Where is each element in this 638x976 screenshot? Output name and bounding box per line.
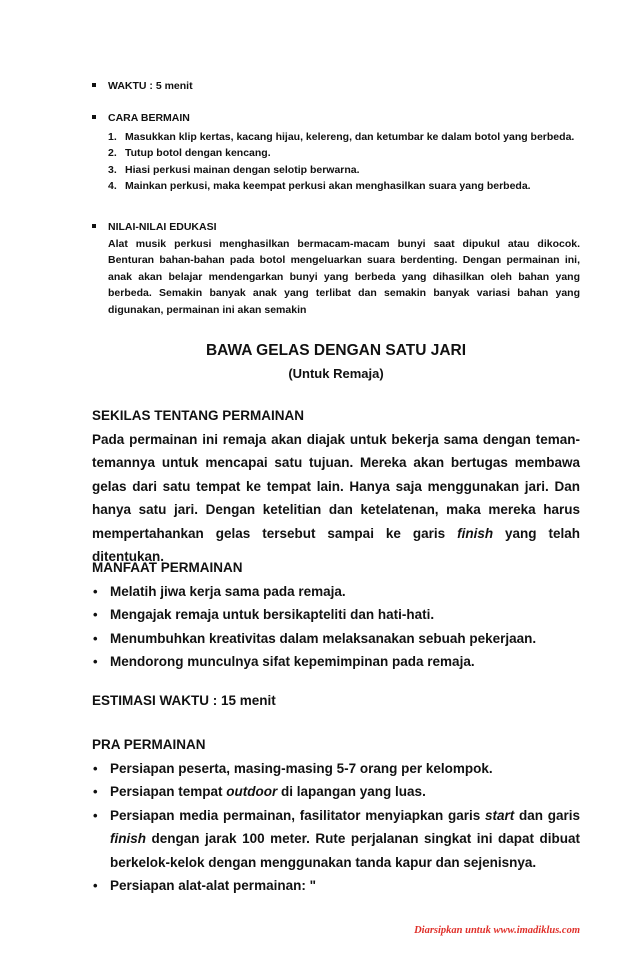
list-item: • Persiapan alat-alat permainan: " bbox=[92, 874, 580, 898]
page-subtitle: (Untuk Remaja) bbox=[288, 366, 384, 381]
estimasi-waktu: ESTIMASI WAKTU : 15 menit bbox=[92, 693, 276, 708]
list-item: 2. Tutup botol dengan kencang. bbox=[108, 147, 271, 159]
nilai-edukasi-text: Alat musik perkusi menghasilkan bermacam-macam bunyi saat dipukul atau dikocok. Benturan bahan-bahan pada botol mengeluarkan suara berdenting. Dengan permainan ini, anak akan belajar mendengarkan bunyi yang berbeda yang dihasilkan oleh bahan yang berbeda. Semakin banyak anak yang terlibat dan semakin banyak variasi bahan yang digunakan, permainan ini akan semakin bbox=[108, 237, 580, 316]
pra-permainan-section bbox=[92, 733, 580, 898]
cara-bermain-heading: CARA BERMAIN bbox=[108, 112, 190, 124]
footer-archive-link[interactable]: Diarsipkan untuk www.imadiklus.com bbox=[414, 925, 580, 936]
sekilas-section bbox=[92, 404, 580, 569]
bullet-icon: • bbox=[93, 654, 98, 669]
manfaat-heading: MANFAAT PERMAINAN bbox=[92, 560, 243, 575]
list-item: • Persiapan tempat outdoor di lapangan yang luas. bbox=[92, 780, 580, 804]
nilai-edukasi-section bbox=[92, 219, 580, 318]
bullet-icon: • bbox=[93, 807, 98, 823]
square-bullet-icon bbox=[92, 224, 96, 228]
sekilas-text: Pada permainan ini remaja akan diajak untuk bekerja sama dengan teman-temannya untuk mencapai satu tujuan. Mereka akan bertugas membawa gelas dari satu tempat ke tempat lain. Hanya saja menggunakan jari. Dan hanya satu jari. Dengan ketelitian dan ketelatenan, maka mereka harus mempertahankan gelas tersebut sampai ke garis finish yang telah ditentukan. bbox=[92, 431, 580, 564]
waktu-text: WAKTU : 5 menit bbox=[108, 80, 193, 92]
page-title: BAWA GELAS DENGAN SATU JARI bbox=[205, 342, 467, 359]
list-item: • Mengajak remaja untuk bersikapteliti dan hati-hati. bbox=[92, 603, 580, 627]
bullet-icon: • bbox=[93, 607, 98, 622]
manfaat-section bbox=[92, 556, 580, 674]
list-item: • Melatih jiwa kerja sama pada remaja. bbox=[92, 580, 580, 604]
pra-permainan-heading: PRA PERMAINAN bbox=[92, 737, 206, 752]
list-item: • Mendorong munculnya sifat kepemimpinan pada remaja. bbox=[92, 650, 580, 674]
nilai-edukasi-heading: NILAI-NILAI EDUKASI bbox=[108, 221, 217, 233]
pra-permainan-list bbox=[92, 757, 580, 898]
bullet-icon: • bbox=[93, 583, 98, 599]
list-item: • Persiapan peserta, masing-masing 5-7 orang per kelompok. bbox=[92, 757, 580, 781]
cara-bermain-steps bbox=[108, 129, 580, 195]
list-item: • Menumbuhkan kreativitas dalam melaksanakan sebuah pekerjaan. bbox=[92, 627, 580, 651]
bullet-icon: • bbox=[93, 784, 98, 799]
bullet-icon: • bbox=[93, 878, 98, 893]
manfaat-list bbox=[92, 580, 580, 674]
bullet-icon: • bbox=[93, 760, 98, 776]
list-item: 1. Masukkan klip kertas, kacang hijau, kelereng, dan ketumbar ke dalam botol yang berbeda. bbox=[108, 130, 575, 143]
sekilas-heading: SEKILAS TENTANG PERMAINAN bbox=[92, 408, 305, 423]
list-item: 3. Hiasi perkusi mainan dengan selotip berwarna. bbox=[108, 163, 360, 176]
cara-bermain-section bbox=[92, 110, 580, 195]
list-item: • Persiapan media permainan, fasilitator menyiapkan garis start dan garis finish dengan jarak 100 meter. Rute perjalanan singkat ini dapat dibuat berkelok-kelok dengan menggunakan tanda kapur dan sejenisnya. bbox=[92, 804, 580, 875]
list-item: 4. Mainkan perkusi, maka keempat perkusi akan menghasilkan suara yang berbeda. bbox=[108, 180, 531, 192]
bullet-icon: • bbox=[93, 630, 98, 646]
square-bullet-icon bbox=[92, 115, 96, 119]
waktu-item bbox=[92, 78, 580, 95]
square-bullet-icon bbox=[92, 83, 96, 87]
